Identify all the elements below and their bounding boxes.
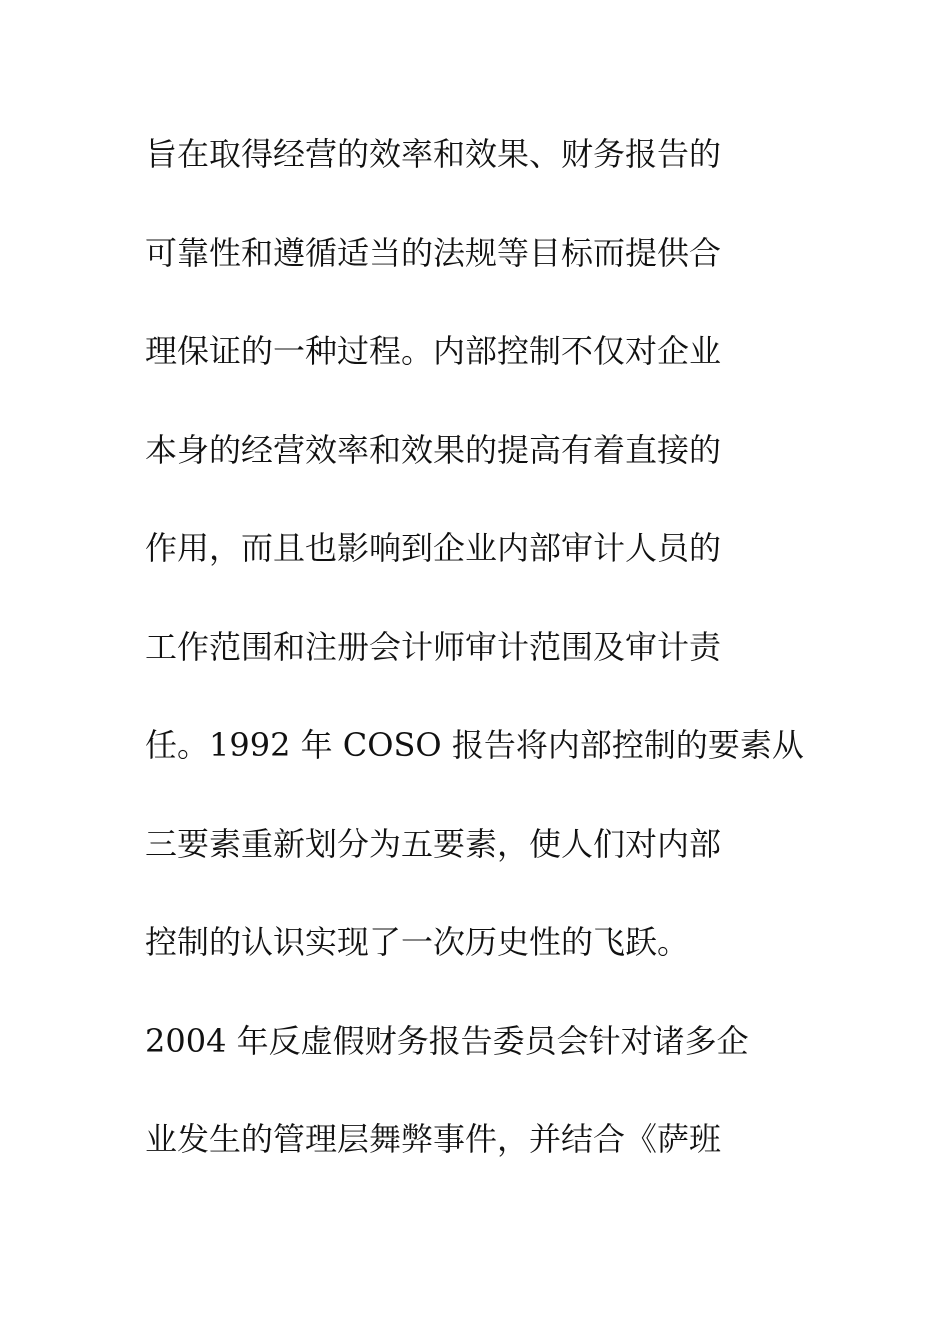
body-paragraph: [145, 123, 825, 1207]
text-line: 业发生的管理层舞弊事件，并结合《萨班: [145, 1120, 722, 1158]
text-line: 任。1992 年 COSO 报告将内部控制的要素从: [145, 726, 804, 764]
text-line: 理保证的一种过程。内部控制不仅对企业: [145, 332, 722, 370]
text-line: 旨在取得经营的效率和效果、财务报告的: [145, 135, 722, 173]
text-line: 工作范围和注册会计师审计范围及审计责: [145, 627, 722, 666]
text-line: 作用，而且也影响到企业内部审计人员的: [145, 529, 722, 567]
text-line: 可靠性和遵循适当的法规等目标而提供合: [145, 233, 722, 272]
text-line: 2004 年反虚假财务报告委员会针对诸多企: [145, 1021, 749, 1060]
text-line: 控制的认识实现了一次历史性的飞跃。: [145, 923, 690, 961]
text-line: 本身的经营效率和效果的提高有着直接的: [145, 430, 722, 469]
text-line: 三要素重新划分为五要素，使人们对内部: [145, 824, 722, 863]
